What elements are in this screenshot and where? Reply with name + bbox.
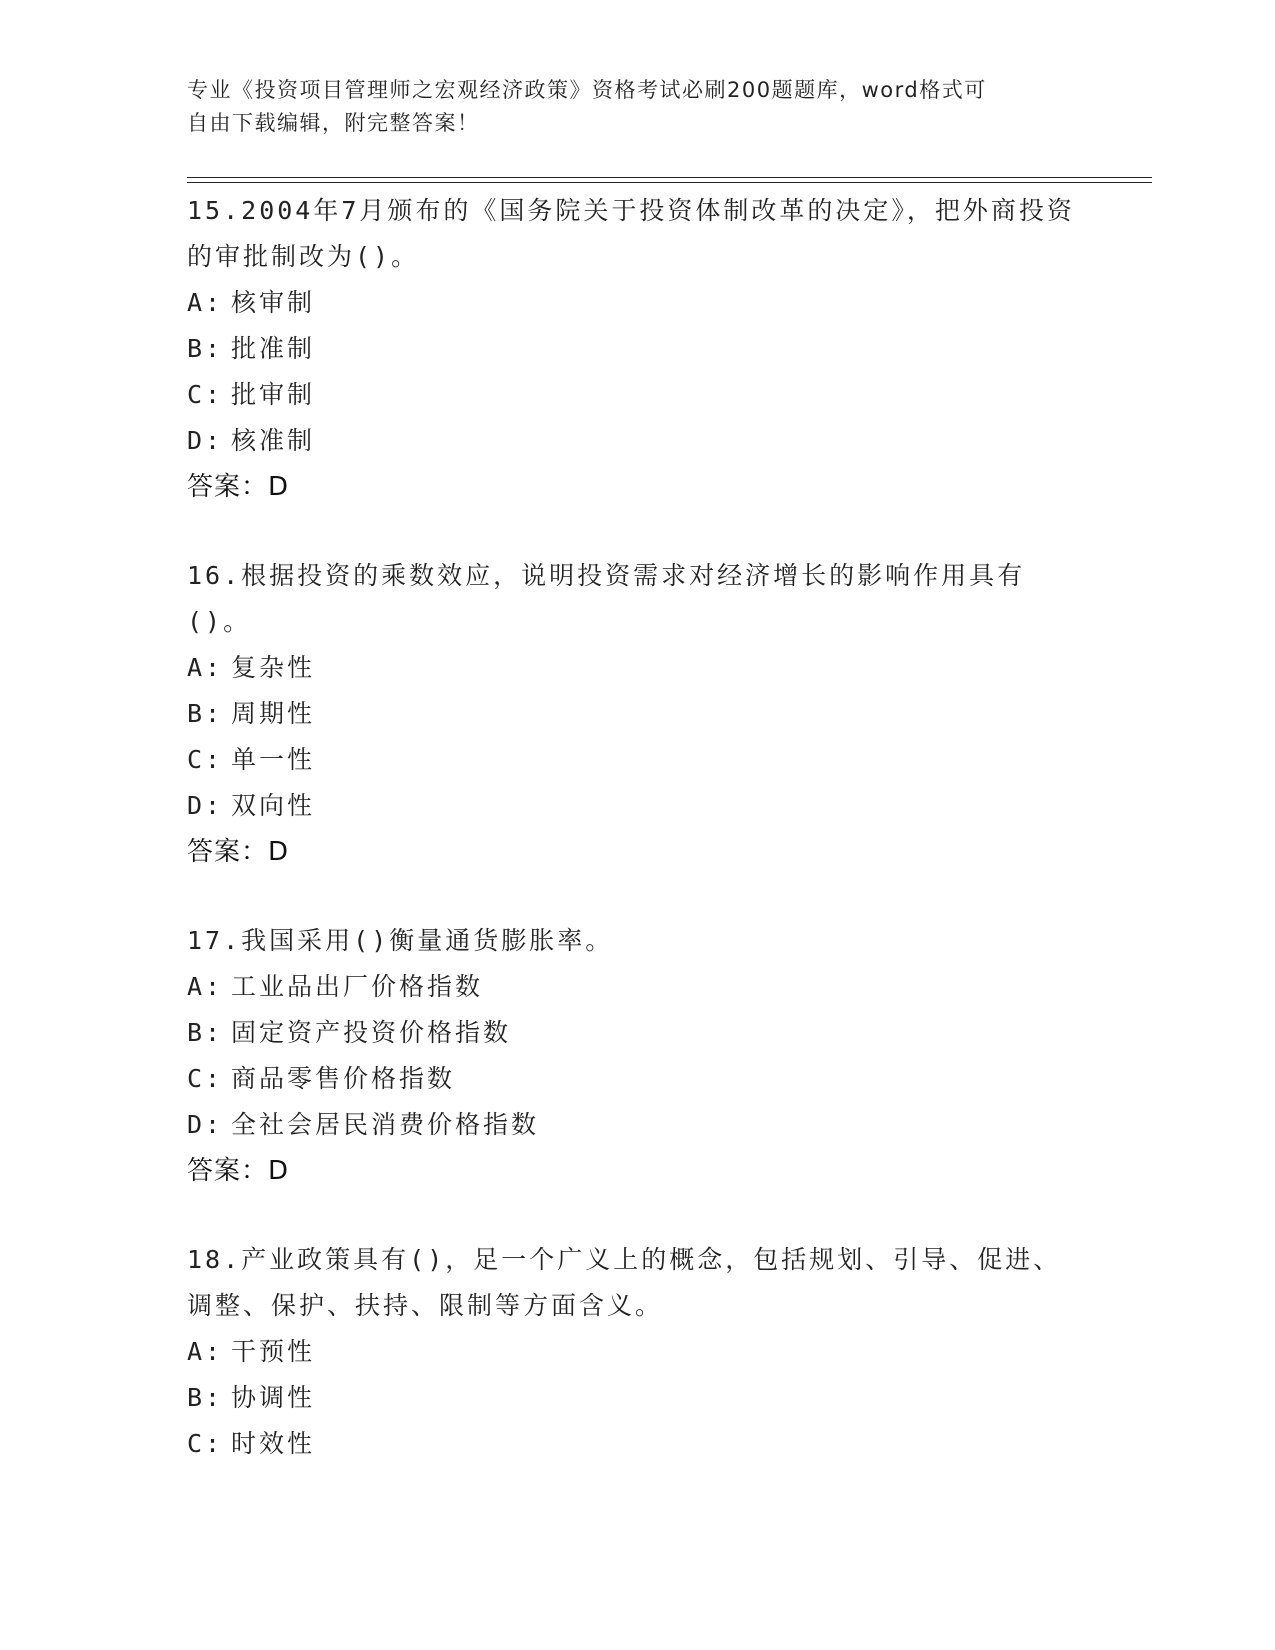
option-text: 时效性 (231, 1429, 316, 1458)
option-text: 双向性 (231, 791, 316, 820)
option-b (187, 1375, 1087, 1421)
answer-line: 答案：D (187, 472, 290, 502)
option-b (187, 326, 1087, 372)
option-text: 协调性 (231, 1383, 316, 1412)
option-key: A: (187, 1337, 224, 1366)
option-b (187, 691, 1087, 737)
option-text: 工业品出厂价格指数 (231, 972, 484, 1001)
answer-line: 答案：D (187, 837, 290, 867)
option-key: C: (187, 1064, 224, 1093)
option-key: B: (187, 1018, 224, 1047)
option-a (187, 964, 1087, 1010)
option-text: 单一性 (231, 745, 316, 774)
question-stem: 17.我国采用()衡量通货膨胀率。 (187, 926, 614, 955)
option-text: 批准制 (231, 334, 316, 363)
question-stem: 18.产业政策具有()，足一个广义上的概念，包括规划、引导、促进、调整、保护、扶持、限制等方面含义。 (187, 1245, 1062, 1320)
option-d (187, 418, 1087, 464)
option-key: C: (187, 745, 224, 774)
question-18 (187, 1237, 1087, 1467)
option-key: D: (187, 791, 224, 820)
option-c (187, 1056, 1087, 1102)
option-b (187, 1010, 1087, 1056)
question-stem: 15.2004年7月颁布的《国务院关于投资体制改革的决定》，把外商投资的审批制改为()。 (187, 196, 1075, 271)
option-d (187, 1102, 1087, 1148)
header-line-1: 专业《投资项目管理师之宏观经济政策》资格考试必刷200题题库，word格式可 (187, 78, 987, 102)
option-c (187, 1421, 1087, 1467)
option-key: B: (187, 334, 224, 363)
option-text: 复杂性 (231, 653, 316, 682)
option-text: 周期性 (231, 699, 316, 728)
answer-line: 答案：D (187, 1156, 290, 1186)
option-key: A: (187, 972, 224, 1001)
option-text: 核准制 (231, 426, 316, 455)
header-rule-top (187, 177, 1152, 178)
option-text: 核审制 (231, 288, 316, 317)
header-line-2: 自由下载编辑，附完整答案！ (187, 111, 480, 135)
option-c (187, 372, 1087, 418)
question-16 (187, 553, 1087, 875)
option-a (187, 645, 1087, 691)
option-key: A: (187, 288, 224, 317)
option-key: A: (187, 653, 224, 682)
option-text: 批审制 (231, 380, 316, 409)
option-a (187, 1329, 1087, 1375)
option-key: B: (187, 1383, 224, 1412)
option-a (187, 280, 1087, 326)
option-key: B: (187, 699, 224, 728)
option-key: C: (187, 1429, 224, 1458)
document-header (187, 74, 1067, 140)
question-15 (187, 188, 1087, 510)
question-17 (187, 918, 1087, 1194)
option-text: 商品零售价格指数 (231, 1064, 456, 1093)
option-key: D: (187, 1110, 224, 1139)
option-text: 干预性 (231, 1337, 316, 1366)
question-stem: 16.根据投资的乘数效应，说明投资需求对经济增长的影响作用具有()。 (187, 561, 1026, 636)
option-text: 全社会居民消费价格指数 (231, 1110, 540, 1139)
header-rule-bottom (187, 182, 1152, 183)
option-text: 固定资产投资价格指数 (231, 1018, 512, 1047)
option-key: C: (187, 380, 224, 409)
option-key: D: (187, 426, 224, 455)
option-c (187, 737, 1087, 783)
option-d (187, 783, 1087, 829)
